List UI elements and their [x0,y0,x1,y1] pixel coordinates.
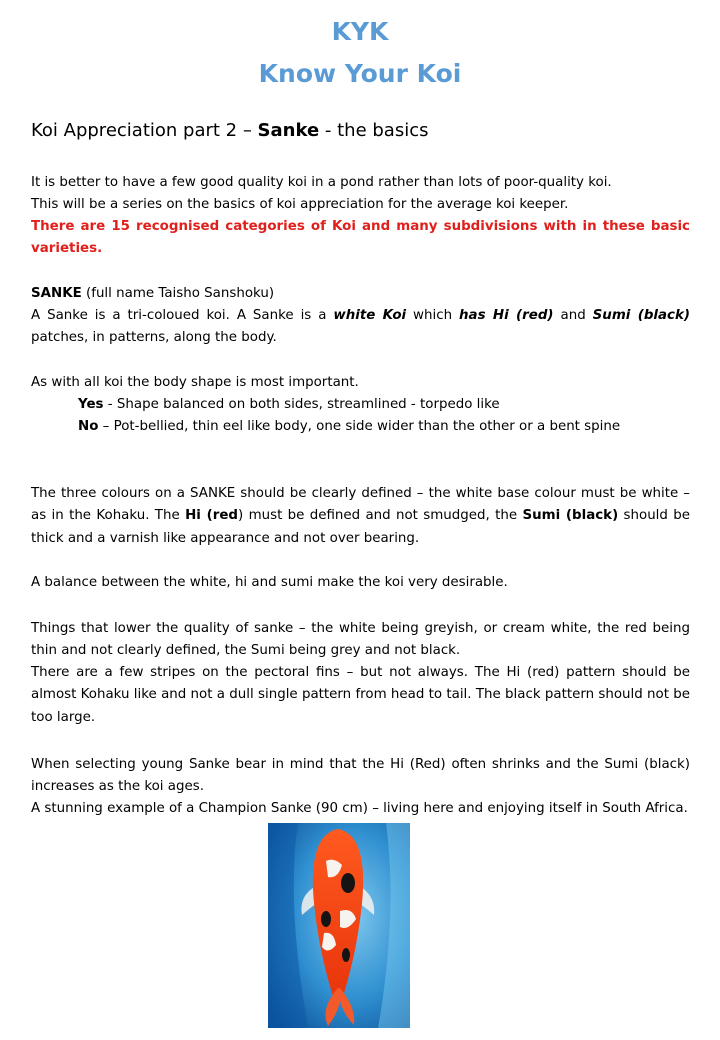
yes-text: - Shape balanced on both sides, streamlined - torpedo like [103,397,500,412]
intro-line-2: This will be a series on the basics of koi appreciation for the average koi keeper. [31,197,569,212]
title-know-your-koi: Know Your Koi [258,59,462,88]
sanke-desc-white-koi: white Koi [333,308,407,323]
sanke-heading-line [31,283,690,305]
subtitle-bold: Sanke [257,120,320,141]
selecting-paragraph-2: A stunning example of a Champion Sanke (90 cm) – living here and enjoying itself in South Africa. [31,801,688,816]
colours-paragraph [31,483,690,550]
sanke-heading: SANKE [31,286,82,301]
sanke-desc-hi: has Hi (red) [459,308,554,323]
body-shape-no [31,416,690,438]
no-text: – Pot-bellied, thin eel like body, one side wider than the other or a bent spine [98,419,621,434]
yes-label: Yes [78,397,104,412]
sanke-desc-text-1: A Sanke is a tri-coloued koi. A Sanke is a [31,308,334,323]
sanke-desc-text-2: which [406,308,460,323]
koi-photo-icon [268,823,410,1028]
body-shape-yes [31,394,690,416]
subtitle [31,118,428,144]
colours-text-2: ) must be defined and not smudged, the [238,508,523,524]
sanke-desc-text-4: patches, in patterns, along the body. [31,330,277,346]
subtitle-suffix: - the basics [319,120,429,141]
subtitle-prefix: Koi Appreciation part 2 – [31,120,258,141]
colours-text-3: should be thick and a varnish like appearance and not over bearing. [31,508,690,546]
colours-hi: Hi (red [185,508,238,524]
quality-paragraph-1: Things that lower the quality of sanke – the white being greyish, or cream white, the red being thin and not clearly defined, the Sumi being grey and not black. [31,621,690,659]
quality-paragraph-2: There are a few stripes on the pectoral fins – but not always. The Hi (red) pattern should be almost Kohaku like and not a dull single pattern from head to tail. The black pattern should not be too large. [31,665,690,725]
koi-photo [268,823,410,1028]
selecting-paragraph-1: When selecting young Sanke bear in mind that the Hi (Red) often shrinks and the Sumi (black) increases as the koi ages. [31,757,690,795]
title-kyk: KYK [331,17,389,46]
sanke-heading-note: (full name Taisho Sanshoku) [81,286,275,301]
body-shape-intro: As with all koi the body shape is most important. [31,375,359,390]
intro-line-1: It is better to have a few good quality koi in a pond rather than lots of poor-quality koi. [31,175,612,190]
sanke-desc-text-3: and [553,308,593,323]
colours-text-1: The three colours on a SANKE should be clearly defined – the white base colour must be white – as in the Kohaku. The [31,486,690,524]
no-label: No [78,419,99,434]
intro-red-note: There are 15 recognised categories of Koi and many subdivisions with in these basic varieties. [31,219,690,257]
balance-paragraph: A balance between the white, hi and sumi make the koi very desirable. [31,575,508,590]
sanke-description [31,305,690,350]
colours-sumi: Sumi (black) [522,508,619,524]
sanke-desc-sumi: Sumi (black) [592,308,690,323]
